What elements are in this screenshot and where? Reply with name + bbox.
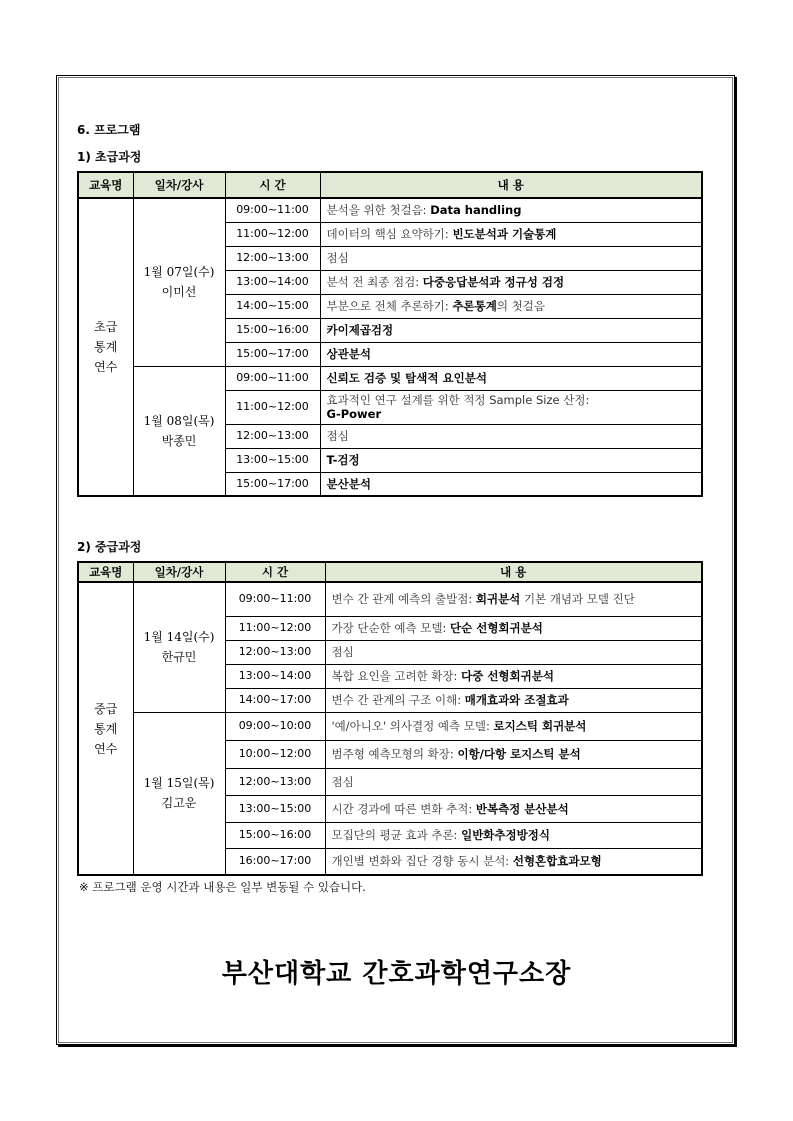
time-cell: 13:00~14:00 bbox=[225, 270, 320, 294]
time-cell: 12:00~13:00 bbox=[225, 640, 325, 664]
issuer-signature: 부산대학교 간호과학연구소장 bbox=[221, 959, 572, 989]
instructor-name: 한규민 bbox=[161, 650, 197, 665]
day-date: 1월 15일(목) bbox=[143, 776, 215, 791]
content-cell: 변수 간 관계 예측의 출발점: 회귀분석 기본 개념과 모델 진단 bbox=[325, 582, 702, 616]
time-cell: 14:00~15:00 bbox=[225, 294, 320, 318]
content-cell: T-검정 bbox=[320, 448, 702, 472]
time-cell: 13:00~15:00 bbox=[225, 448, 320, 472]
header-time: 시 간 bbox=[225, 172, 320, 198]
time-cell: 12:00~13:00 bbox=[225, 246, 320, 270]
time-cell: 11:00~12:00 bbox=[225, 616, 325, 640]
day-instructor-cell bbox=[133, 712, 225, 875]
time-cell: 10:00~12:00 bbox=[225, 740, 325, 768]
time-cell: 14:00~17:00 bbox=[225, 688, 325, 712]
instructor-name: 박종민 bbox=[161, 433, 197, 448]
content-cell: 개인별 변화와 집단 경향 동시 분석: 선형혼합효과모형 bbox=[325, 848, 702, 875]
time-cell: 12:00~13:00 bbox=[225, 424, 320, 448]
content-cell: 부분으로 전체 추론하기: 추론통계의 첫걸음 bbox=[320, 294, 702, 318]
header-content: 내 용 bbox=[320, 172, 702, 198]
content-cell: 점심 bbox=[325, 768, 702, 795]
day-date: 1월 07일(수) bbox=[143, 265, 215, 280]
time-cell: 16:00~17:00 bbox=[225, 848, 325, 875]
time-cell: 15:00~17:00 bbox=[225, 472, 320, 496]
content-cell: 카이제곱검정 bbox=[320, 318, 702, 342]
content-cell: 점심 bbox=[325, 640, 702, 664]
content-cell: 데이터의 핵심 요약하기: 빈도분석과 기술통계 bbox=[320, 222, 702, 246]
intermediate-course-title: 2) 중급과정 bbox=[77, 540, 142, 554]
section-title: 6. 프로그램 bbox=[77, 123, 141, 137]
time-cell: 15:00~17:00 bbox=[225, 342, 320, 366]
time-cell: 13:00~15:00 bbox=[225, 795, 325, 822]
instructor-name: 김고운 bbox=[161, 796, 197, 811]
content-cell: 신뢰도 검증 및 탐색적 요인분석 bbox=[320, 366, 702, 390]
content-cell: 점심 bbox=[320, 246, 702, 270]
intermediate-course-table bbox=[77, 561, 703, 876]
time-cell: 09:00~11:00 bbox=[225, 582, 325, 616]
day-instructor-cell bbox=[133, 582, 225, 712]
time-cell: 09:00~10:00 bbox=[225, 712, 325, 740]
time-cell: 13:00~14:00 bbox=[225, 664, 325, 688]
content-cell: 효과적인 연구 설계를 위한 적정 Sample Size 산정: G-Power bbox=[320, 390, 702, 424]
content-cell: 범주형 예측모형의 확장: 이항/다항 로지스틱 분석 bbox=[325, 740, 702, 768]
instructor-name: 이미선 bbox=[161, 285, 197, 300]
header-day-instructor: 일차/강사 bbox=[133, 562, 225, 582]
content-cell: 모집단의 평균 효과 추론: 일반화추정방정식 bbox=[325, 822, 702, 848]
header-course: 교육명 bbox=[78, 562, 133, 582]
header-content: 내 용 bbox=[325, 562, 702, 582]
header-course: 교육명 bbox=[78, 172, 133, 198]
content-cell: '예/아니오' 의사결정 예측 모델: 로지스틱 회귀분석 bbox=[325, 712, 702, 740]
intermediate-course-table-wrap bbox=[77, 561, 701, 876]
day-instructor-cell bbox=[133, 366, 225, 496]
time-cell: 11:00~12:00 bbox=[225, 390, 320, 424]
basic-course-table bbox=[77, 171, 703, 497]
header-day-instructor: 일차/강사 bbox=[133, 172, 225, 198]
time-cell: 15:00~16:00 bbox=[225, 318, 320, 342]
time-cell: 15:00~16:00 bbox=[225, 822, 325, 848]
content-cell: 가장 단순한 예측 모델: 단순 선형회귀분석 bbox=[325, 616, 702, 640]
content-cell: 복합 요인을 고려한 확장: 다중 선형회귀분석 bbox=[325, 664, 702, 688]
content-cell: 분산분석 bbox=[320, 472, 702, 496]
content-cell: 상관분석 bbox=[320, 342, 702, 366]
content-cell: 시간 경과에 따른 변화 추적: 반복측정 분산분석 bbox=[325, 795, 702, 822]
schedule-change-note: ※ 프로그램 운영 시간과 내용은 일부 변동될 수 있습니다. bbox=[79, 880, 366, 894]
time-cell: 09:00~11:00 bbox=[225, 366, 320, 390]
basic-course-table-wrap bbox=[77, 171, 701, 497]
day-instructor-cell bbox=[133, 198, 225, 366]
time-cell: 09:00~11:00 bbox=[225, 198, 320, 222]
header-time: 시 간 bbox=[225, 562, 325, 582]
content-cell: 점심 bbox=[320, 424, 702, 448]
course-name-basic: 초급 통계 연수 bbox=[78, 198, 133, 496]
course-name-intermediate: 중급 통계 연수 bbox=[78, 582, 133, 875]
time-cell: 11:00~12:00 bbox=[225, 222, 320, 246]
day-date: 1월 08일(목) bbox=[143, 413, 215, 428]
day-date: 1월 14일(수) bbox=[143, 630, 215, 645]
time-cell: 12:00~13:00 bbox=[225, 768, 325, 795]
content-cell: 변수 간 관계의 구조 이해: 매개효과와 조절효과 bbox=[325, 688, 702, 712]
basic-course-title: 1) 초급과정 bbox=[77, 150, 142, 164]
content-cell: 분석 전 최종 점검: 다중응답분석과 정규성 검정 bbox=[320, 270, 702, 294]
content-cell: 분석을 위한 첫걸음: Data handling bbox=[320, 198, 702, 222]
